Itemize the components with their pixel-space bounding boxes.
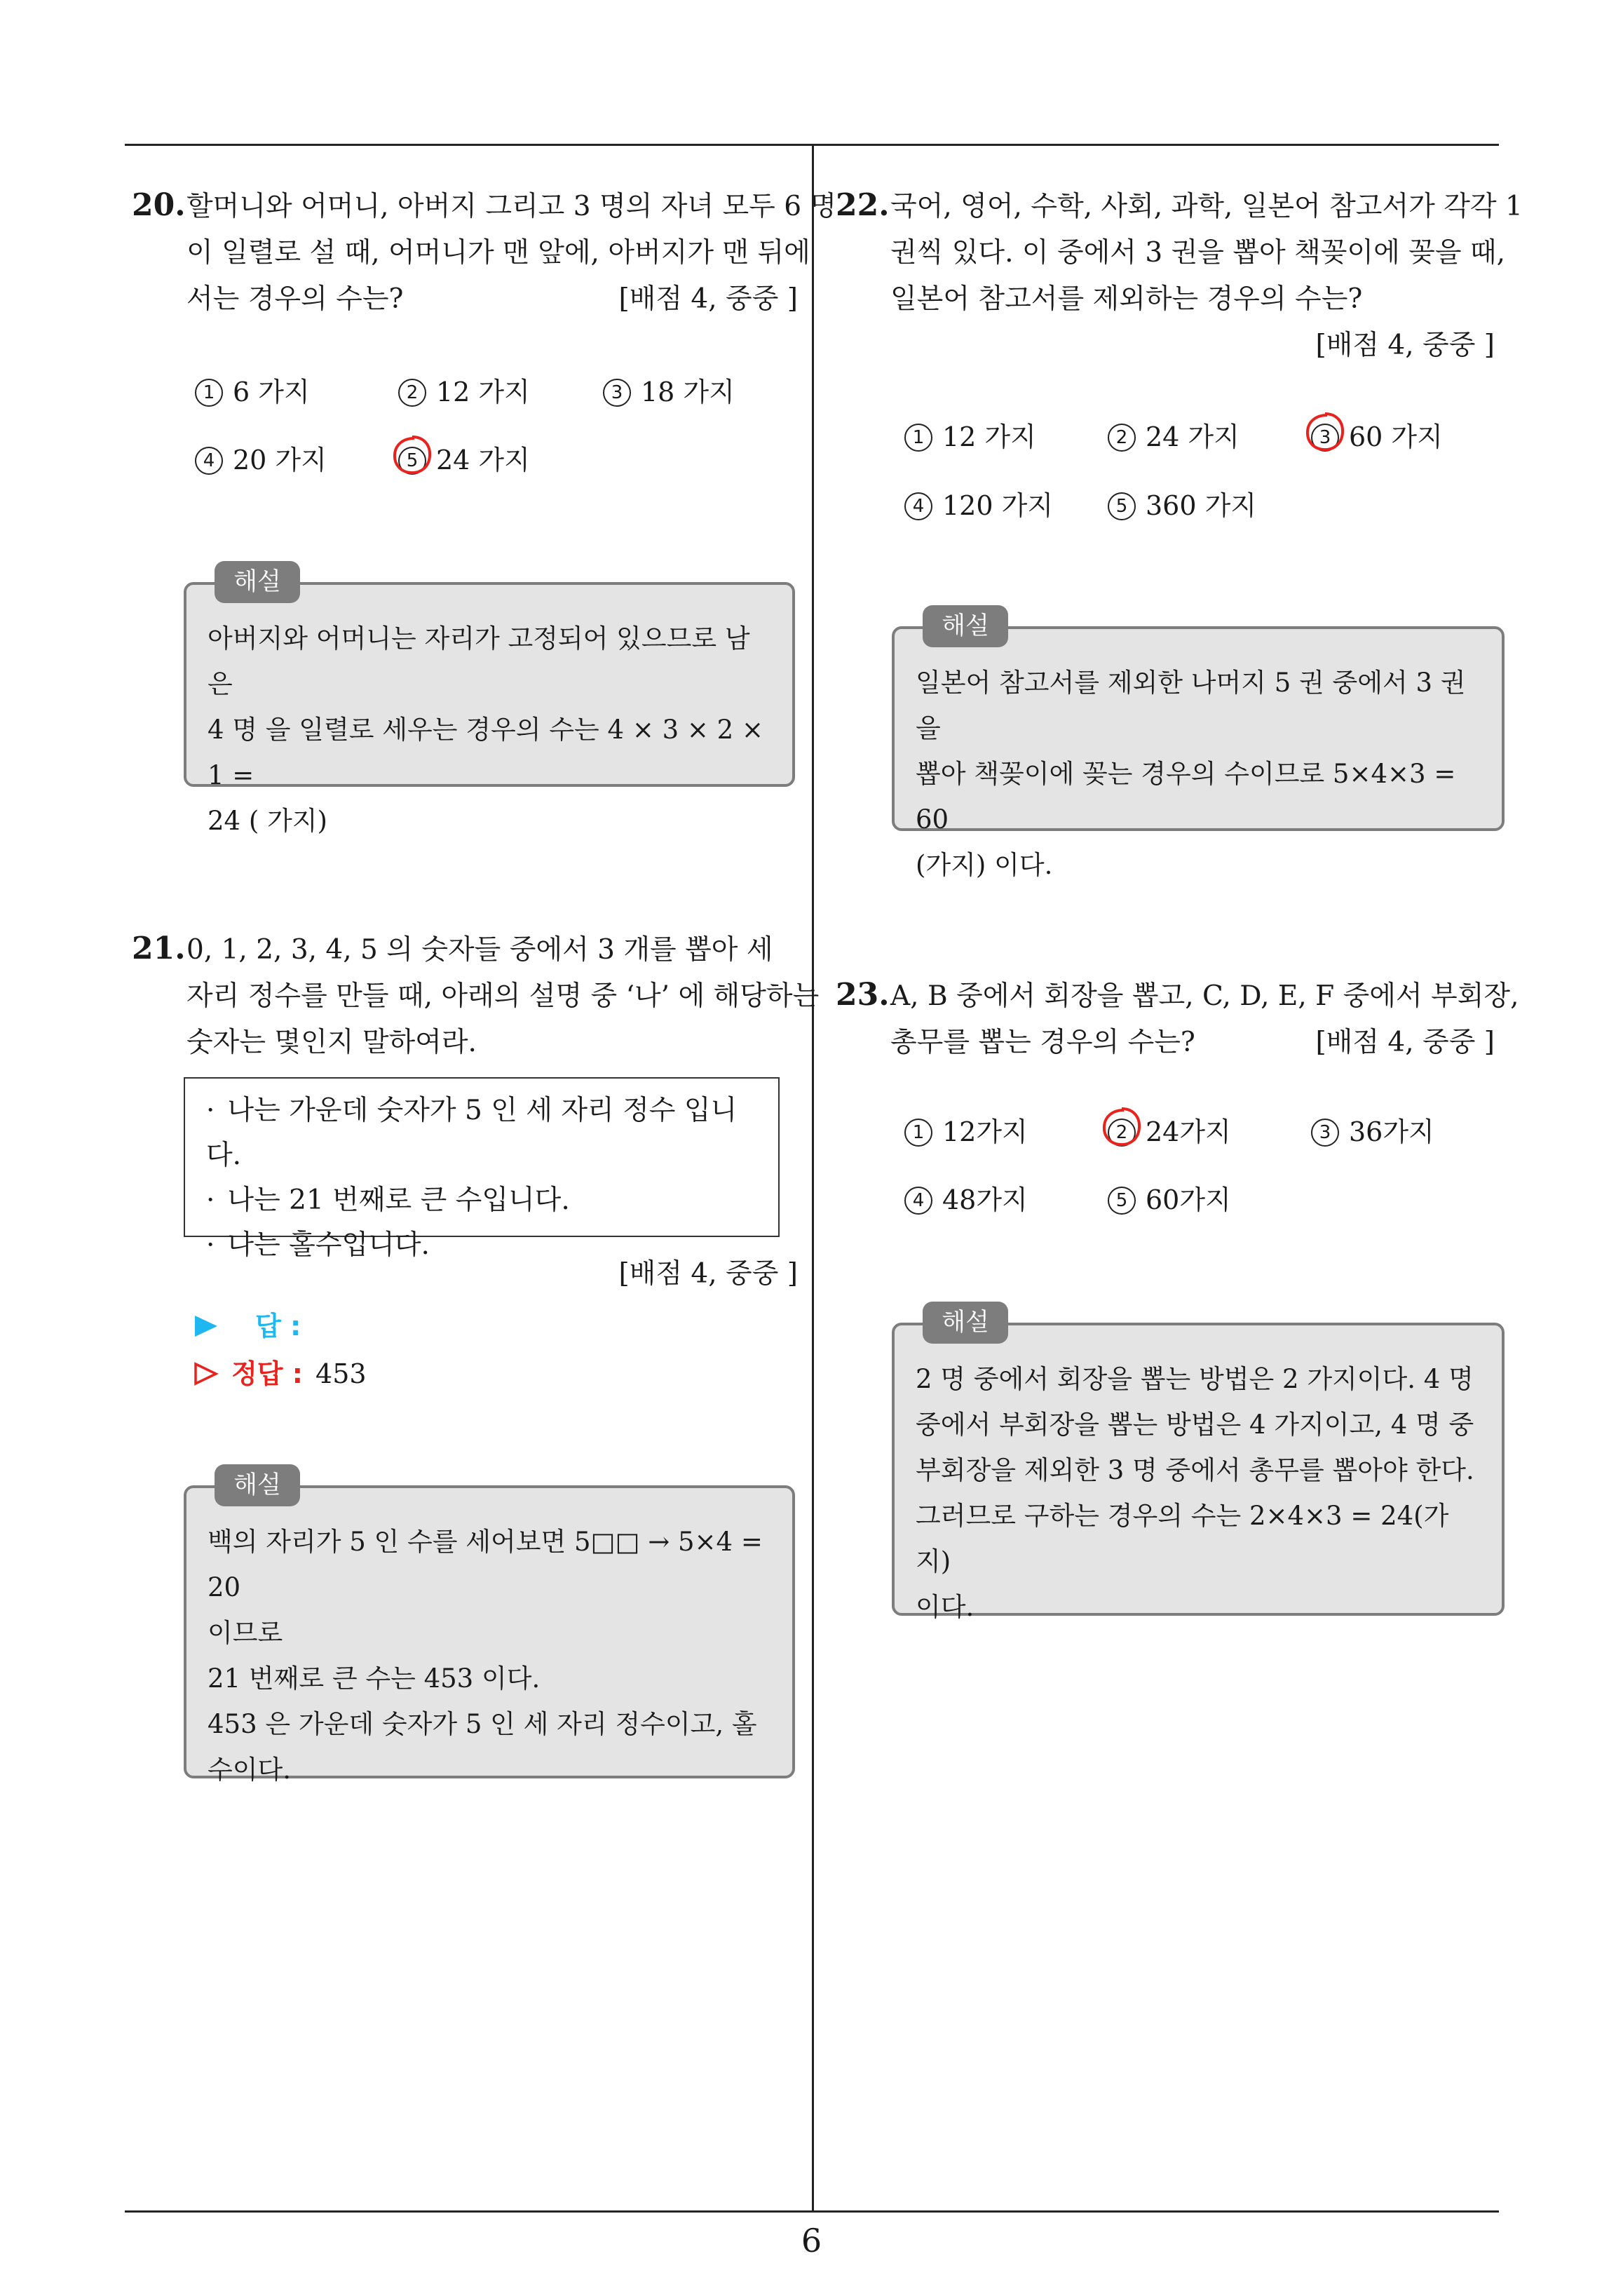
choice-4[interactable] (904, 484, 1053, 522)
condition-text: 나는 홀수입니다. (227, 1229, 430, 1261)
question-text-line: 총무를 뽑는 경우의 수는? (890, 1027, 1195, 1058)
answer-label: 답 : (255, 1311, 301, 1342)
solution-line: 4 명 을 일렬로 세우는 경우의 수는 4 × 3 × 2 × 1 = (208, 715, 763, 790)
solution-box-21 (184, 1471, 795, 1785)
question-text-line: 할머니와 어머니, 아버지 그리고 3 명의 자녀 모두 6 명 (186, 191, 837, 222)
choice-number-icon: 5 (1108, 1187, 1136, 1215)
question-number: 20. (132, 187, 186, 223)
choice-number-icon: 3 (603, 379, 631, 407)
choice-5[interactable] (1108, 484, 1256, 522)
choice-text: 12 가지 (436, 377, 530, 407)
solution-text (208, 616, 774, 844)
solution-box-23 (892, 1309, 1505, 1622)
solution-tag: 해설 (923, 1302, 1008, 1344)
question-22 (836, 182, 1523, 369)
solution-box-20 (184, 568, 795, 836)
score-meta: [배점 4, 중중 ] (618, 1258, 798, 1290)
correct-answer-line (193, 1352, 367, 1391)
choice-text: 20 가지 (233, 445, 327, 475)
solution-line: 21 번째로 큰 수는 453 이다. (208, 1663, 541, 1694)
score-meta: [배점 4, 중중 ] (618, 283, 798, 315)
condition-text: 나는 가운데 숫자가 5 인 세 자리 정수 입니다. (206, 1095, 738, 1171)
page-number: 6 (801, 2222, 822, 2260)
solution-tag: 해설 (923, 605, 1008, 647)
choice-3[interactable] (603, 370, 735, 409)
question-text-line: 권씩 있다. 이 중에서 3 권을 뽑아 책꽂이에 꽂을 때, (890, 237, 1505, 269)
solution-line: 부회장을 제외한 3 명 중에서 총무를 뽑아야 한다. (916, 1455, 1474, 1485)
condition-item (206, 1178, 757, 1223)
choice-text: 360 가지 (1146, 490, 1257, 521)
choice-text: 12 가지 (942, 421, 1036, 452)
choice-number-icon: 1 (904, 424, 932, 452)
question-text-line: 0, 1, 2, 3, 4, 5 의 숫자들 중에서 3 개를 뽑아 세 (186, 934, 773, 966)
choice-number-icon: 1 (195, 379, 223, 407)
choice-number-icon: 2 (1108, 1119, 1136, 1147)
choice-number-icon: 3 (1311, 1119, 1339, 1147)
question-23 (836, 972, 1519, 1066)
solution-line: 수이다. (208, 1755, 291, 1785)
solution-tag: 해설 (215, 561, 300, 603)
solution-line: 백의 자리가 5 인 수를 세어보면 5□□ → 5×4 = 20 (208, 1527, 763, 1602)
correct-answer-value: 453 (315, 1358, 367, 1389)
choice-text: 6 가지 (233, 377, 310, 407)
choice-4[interactable] (195, 438, 327, 477)
bullet: · (206, 1229, 215, 1261)
question-number: 23. (836, 977, 890, 1013)
solution-line: 뽑아 책꽂이에 꽂는 경우의 수이므로 5×4×3 = 60 (916, 759, 1456, 835)
question-number: 21. (132, 931, 186, 966)
answer-line (193, 1304, 301, 1343)
solution-line: 24 ( 가지) (208, 806, 327, 836)
choices-row (904, 484, 1493, 526)
solution-line: 중에서 부회장을 뽑는 방법은 4 가지이고, 4 명 중 (916, 1410, 1474, 1440)
solution-box-22 (892, 612, 1505, 880)
choice-1[interactable] (904, 415, 1036, 454)
choice-2[interactable] (1108, 415, 1240, 454)
red-circle-mark-icon (1304, 411, 1346, 453)
choice-number-icon: 5 (398, 447, 426, 475)
choice-text: 36가지 (1349, 1116, 1434, 1147)
choice-number-icon: 4 (904, 1187, 932, 1215)
choice-3-selected[interactable] (1311, 415, 1623, 454)
choices-row (195, 438, 798, 480)
choice-text: 48가지 (942, 1184, 1028, 1215)
question-text-line: 서는 경우의 수는? (186, 283, 404, 315)
solution-tag: 해설 (215, 1464, 300, 1506)
choice-number-icon: 4 (904, 492, 932, 520)
choice-text: 120 가지 (942, 490, 1054, 521)
choice-text: 24가지 (1146, 1116, 1231, 1147)
choice-1[interactable] (195, 370, 310, 409)
solution-line: 2 명 중에서 회장을 뽑는 방법은 2 가지이다. 4 명 (916, 1364, 1474, 1394)
score-meta: [배점 4, 중중 ] (1315, 330, 1495, 361)
bullet: · (206, 1184, 215, 1216)
solution-text (916, 660, 1483, 888)
solution-line: 이므로 (208, 1618, 283, 1648)
question-text-line: 이 일렬로 설 때, 어머니가 맨 앞에, 아버지가 맨 뒤에 (186, 237, 810, 269)
question-text-line: 자리 정수를 만들 때, 아래의 설명 중 ‘나’ 에 해당하는 (186, 980, 820, 1012)
question-text-line: A, B 중에서 회장을 뽑고, C, D, E, F 중에서 부회장, (890, 980, 1519, 1012)
solution-line: 그러므로 구하는 경우의 수는 2×4×3 = 24(가지) (916, 1501, 1449, 1576)
choice-1[interactable] (904, 1110, 1028, 1149)
choice-text: 60 가지 (1349, 421, 1443, 452)
choices-row (904, 1110, 1493, 1152)
choice-text: 24 가지 (1146, 421, 1240, 452)
solution-line: (가지) 이다. (916, 850, 1053, 880)
choice-4[interactable] (904, 1178, 1028, 1217)
score-meta: [배점 4, 중중 ] (1315, 1027, 1495, 1058)
solution-line: 이다. (916, 1592, 975, 1622)
question-text-line: 국어, 영어, 수학, 사회, 과학, 일본어 참고서가 각각 1 (890, 191, 1523, 222)
solution-line: 아버지와 어머니는 자리가 고정되어 있으므로 남은 (208, 623, 750, 699)
condition-text: 나는 21 번째로 큰 수입니다. (227, 1184, 570, 1216)
question-text-line: 숫자는 몇인지 말하여라. (186, 1027, 477, 1058)
condition-item (206, 1088, 757, 1178)
choice-number-icon: 2 (398, 379, 426, 407)
choice-number-icon: 3 (1311, 424, 1339, 452)
choice-number-icon: 5 (1108, 492, 1136, 520)
question-21 (132, 926, 820, 1066)
choice-number-icon: 4 (195, 447, 223, 475)
choice-text: 12가지 (942, 1116, 1028, 1147)
solution-line: 453 은 가운데 숫자가 5 인 세 자리 정수이고, 홀 (208, 1709, 757, 1739)
choice-text: 60가지 (1146, 1184, 1231, 1215)
choice-5[interactable] (1108, 1178, 1231, 1217)
red-circle-mark-icon (391, 434, 433, 476)
red-circle-mark-icon (1101, 1106, 1143, 1148)
choices-row (904, 415, 1493, 457)
condition-box (184, 1077, 780, 1261)
filled-triangle-icon (193, 1314, 219, 1338)
bullet: · (206, 1095, 215, 1126)
question-number: 22. (836, 187, 890, 223)
solution-text (208, 1519, 774, 1792)
correct-answer-label: 정답 : (231, 1358, 303, 1389)
choice-text: 18 가지 (641, 377, 735, 407)
choice-text: 24 가지 (436, 445, 530, 475)
solution-line: 일본어 참고서를 제외한 나머지 5 권 중에서 3 권을 (916, 668, 1466, 743)
question-text-line: 일본어 참고서를 제외하는 경우의 수는? (890, 283, 1363, 315)
outline-triangle-icon (193, 1362, 219, 1386)
choices-row (195, 370, 798, 412)
choice-2[interactable] (398, 370, 530, 409)
bottom-rule (125, 2210, 1499, 2213)
choices-row (904, 1178, 1493, 1220)
choice-number-icon: 2 (1108, 424, 1136, 452)
solution-text (916, 1356, 1483, 1630)
choice-3[interactable] (1311, 1110, 1434, 1149)
question-20 (132, 182, 837, 323)
choice-number-icon: 1 (904, 1119, 932, 1147)
